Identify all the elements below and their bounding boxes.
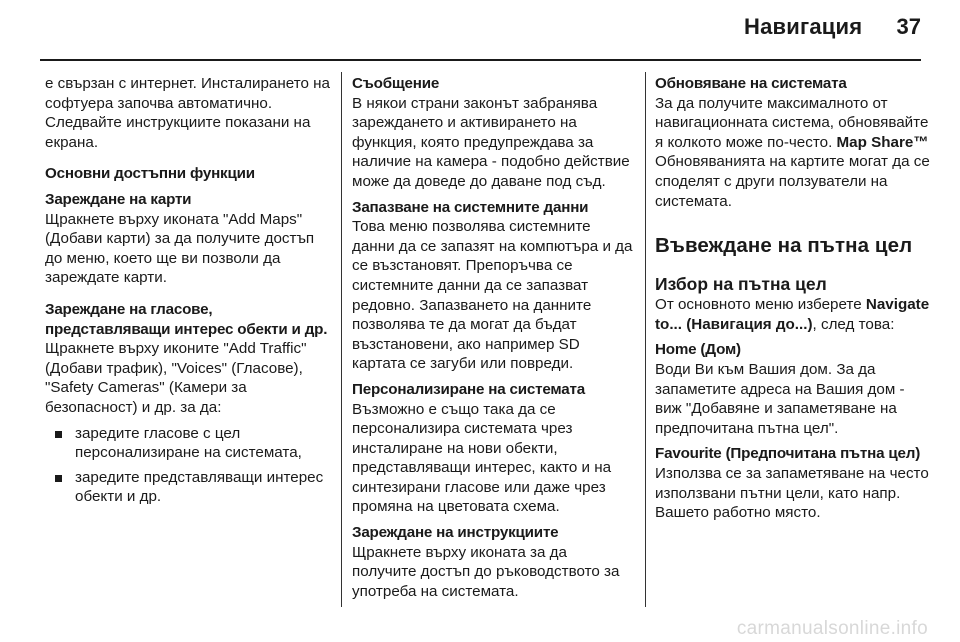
paragraph-home: Води Ви към Вашия дом. За да запаметите адреса на Вашия дом - виж "Добавяне и запаметяване на предпочитана пътна цел". [655, 360, 905, 437]
watermark: carmanualsonline.info [736, 618, 928, 639]
update-text-b: Обновяванията на картите могат да се споделят с други ползуватели на системата. [655, 153, 930, 210]
heading-update: Обновяване на системата [655, 75, 847, 92]
section-heading-basic: Основни достъпни функции [45, 165, 255, 183]
heading-message: Съобщение [352, 75, 440, 92]
paragraph-message: В някои страни законът забранява зареждането и активирането на функция, която предупреждава за наличие на камера - подобно действие може да доведе до даване под съд. [352, 94, 630, 190]
choose-text-b: , след това: [812, 315, 895, 333]
heading-home: Home (Дом) [655, 341, 741, 359]
update-text-a: За да получите максималното от навигационната система, обновявайте я колкото може по-често. [655, 94, 929, 151]
heading-backup: Запазване на системните данни [352, 198, 589, 216]
navigate-to-label: Navigate to... (Навигация до...) [655, 296, 930, 333]
heading-personalize: Персонализиране на системата [352, 380, 585, 398]
paragraph-choose-destination [655, 295, 930, 334]
bullet-list [45, 424, 331, 507]
choose-text-a: От основното меню изберете [655, 296, 862, 314]
column-1 [45, 74, 331, 512]
section-heading-destination: Въвеждане на пътна цел [655, 234, 913, 258]
page-number: 37 [896, 14, 921, 39]
column-divider-1 [341, 72, 342, 607]
heading-load-voices: Зареждане на гласове, представляващи интерес обекти и др. [45, 300, 328, 338]
heading-favourite: Favourite (Предпочитана пътна цел) [655, 445, 921, 463]
page-title: Навигация [744, 14, 863, 39]
paragraph-personalize: Възможно е също така да се персонализира системата чрез инсталиране на нови обекти, представляващи интерес, както и на синтезирани гласове или даже чрез промяна на цветовата схема. [352, 400, 612, 516]
header-divider [40, 59, 921, 61]
list-item: заредите представляващи интерес обекти и др. [45, 468, 331, 507]
heading-manual: Зареждане на инструкциите [352, 524, 559, 542]
list-item: заредите гласове с цел персонализиране на системата, [45, 424, 331, 463]
map-share-label: Map Share™ [836, 133, 929, 151]
column-3 [655, 74, 930, 523]
paragraph-manual: Щракнете върху иконата за да получите достъп до ръководството за употреба на системата. [352, 543, 620, 600]
heading-load-maps: Зареждане на карти [45, 190, 192, 208]
column-2 [352, 74, 634, 601]
heading-choose-destination: Избор на пътна цел [655, 274, 827, 295]
intro-paragraph: е свързан с интернет. Инсталирането на софтуера започва автоматично. Следвайте инструкциите показани на екрана. [45, 75, 330, 151]
paragraph-load-voices: Щракнете върху иконите "Add Traffic" (Добави трафик), "Voices" (Гласове), "Safety Cameras" (Камери за безопасност) и др. за да: [45, 340, 307, 416]
paragraph-load-maps: Щракнете върху иконата "Add Maps" (Добави карти) за да получите достъп до меню, което ще ви позволи да зареждате карти. [45, 210, 315, 287]
column-divider-2 [645, 72, 646, 607]
paragraph-backup: Това меню позволява системните данни да се запазят на компютъра и да се възстановят. Препоръчва се системните данни да се запазват редовно. Запазването на данните позволява те да могат да бъдат възстановени, ако например SD картата се загуби или повреди. [352, 218, 633, 373]
paragraph-update [655, 94, 930, 212]
paragraph-favourite: Използва се за запаметяване на често използвани пътни цели, като напр. Вашето работно място. [655, 464, 929, 522]
